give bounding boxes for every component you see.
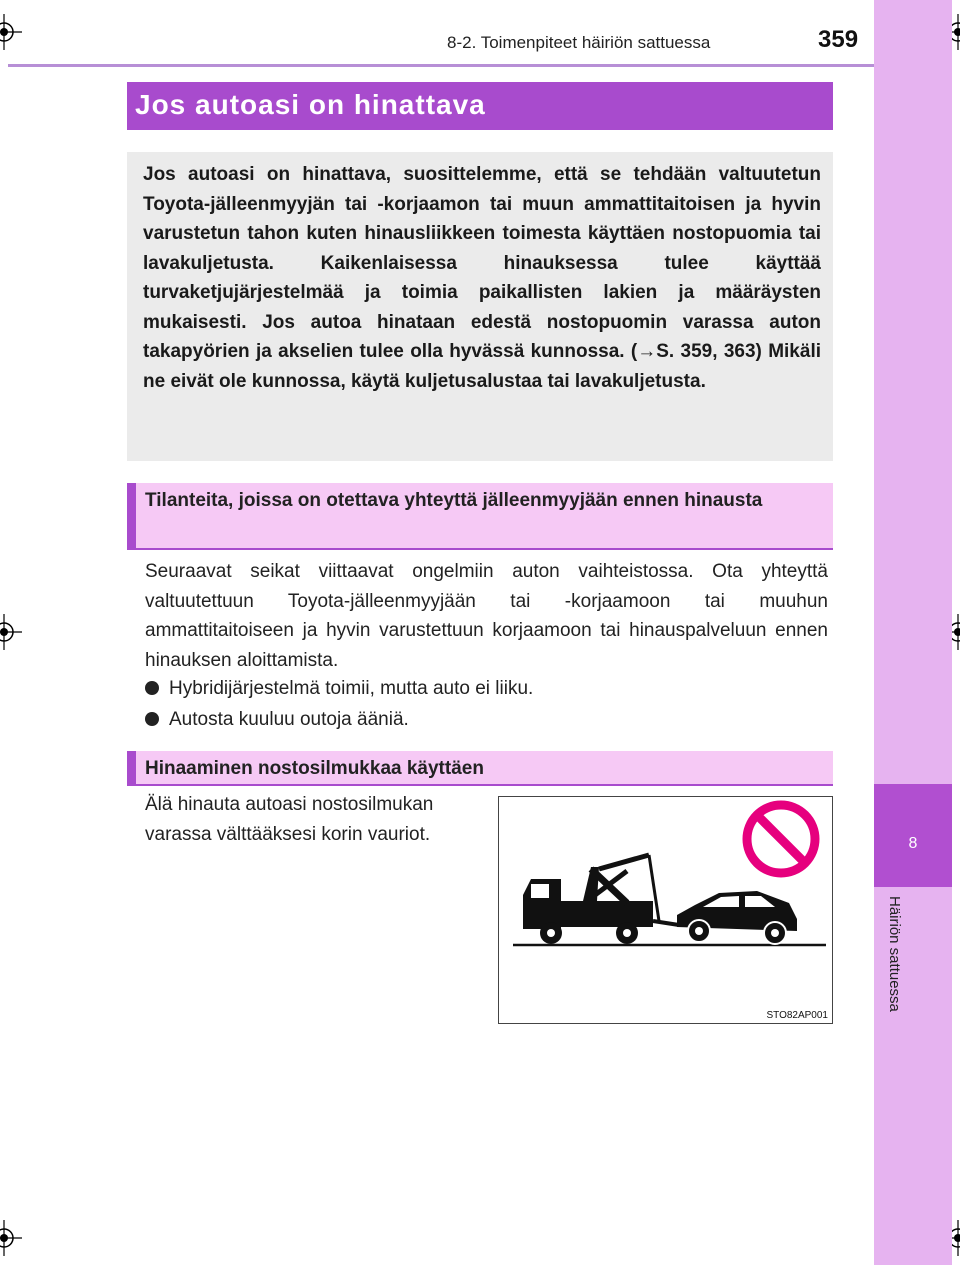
section-body-towing-eyelet: Älä hinauta autoasi nostosilmukan varassa välttääksesi korin vauriot.: [145, 794, 434, 845]
section-heading-towing-eyelet: Hinaaminen nostosilmukkaa käyttäen: [127, 751, 833, 786]
chapter-side-tab: [874, 0, 952, 1265]
section-heading-contact-dealer: Tilanteita, joissa on otettava yhteyttä jälleenmyyjään ennen hinausta: [127, 483, 833, 550]
chapter-number: 8: [908, 835, 918, 852]
bullet-icon: [145, 712, 159, 726]
list-item: [145, 705, 409, 735]
section-body-contact-dealer: Seuraavat seikat viittaavat ongelmiin auton vaihteistossa. Ota yhteyttä valtuutettuun Toyota-jälleenmyyjään tai -korjaamoon tai muuhun ammattitaitoiseen ja hyvin varustettuun korjaamoon tai hinauspalveluun ennen hinauksen aloittamista.: [145, 561, 828, 671]
bullet-icon: [145, 681, 159, 695]
towing-illustration: [498, 796, 833, 1024]
chapter-title: Häiriön sattuessa: [886, 896, 903, 1012]
list-item-text: Autosta kuuluu outoja ääniä.: [169, 709, 409, 730]
header-divider: [8, 64, 874, 67]
prohibition-icon: [747, 805, 815, 873]
list-item: [145, 674, 533, 704]
tow-truck-prohibited-icon: [499, 797, 831, 1022]
figure-code: STO82AP001: [766, 1010, 828, 1021]
list-item-text: Hybridijärjestelmä toimii, mutta auto ei liiku.: [169, 678, 534, 699]
intro-box: [127, 152, 833, 461]
chapter-number-tab[interactable]: [874, 784, 952, 887]
registration-mark-icon: [0, 1220, 22, 1256]
main-heading: Jos autoasi on hinattava: [127, 82, 833, 130]
registration-mark-icon: [0, 614, 22, 650]
registration-mark-icon: [0, 14, 22, 50]
page-number: 359: [818, 26, 859, 53]
intro-text: Jos autoasi on hinattava, suosittelemme, että se tehdään valtuutetun Toyota-jälleenmyyjän tai -korjaamon tai muun ammattitaitoisen ja hyvin varustetun tahon kuten hinausliikkeen toimesta käyttäen nostopuomia tai lavakuljetusta. Kaikenlaisessa hinauksessa tulee käyttää turvaketjujärjestelmää ja toimia paikallisten lakien ja määräysten mukaisesti. Jos autoa hinataan edestä nostopuomin varassa auton takapyörien ja akselien tulee olla hyvässä kunnossa. (→S. 359, 363) Mikäli ne eivät ole kunnossa, käytä kuljetusalustaa tai lavakuljetusta.: [143, 164, 821, 392]
section-title: 8-2. Toimenpiteet häiriön sattuessa: [447, 33, 711, 52]
